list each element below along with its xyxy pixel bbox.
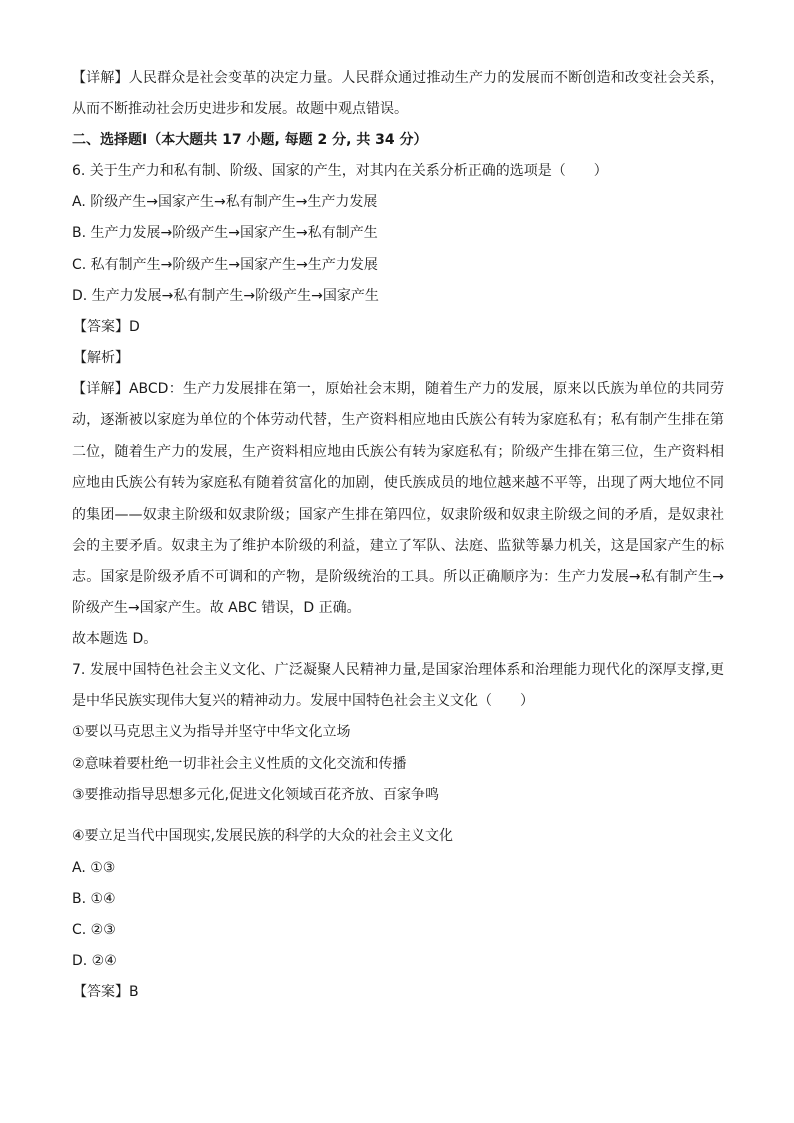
q7-stem-line-2: 是中华民族实现伟大复兴的精神动力。发展中国特色社会主义文化（ ） (72, 693, 534, 709)
q6-detail-line-5: 的集团——奴隶主阶级和奴隶阶级；国家产生排在第四位，奴隶阶级和奴隶主阶级之间的矛盾，是奴隶社 (72, 507, 724, 523)
q7-option-b: B. ①④ (72, 891, 116, 907)
q7-option-d: D. ②④ (72, 953, 117, 969)
q6-detail-line-3: 二位，随着生产力的发展，生产资料相应地由氏族公有转为家庭私有；阶级产生排在第三位，生产资料相 (72, 444, 724, 460)
q7-statement-2: ②意味着要杜绝一切非社会主义性质的文化交流和传播 (72, 756, 407, 772)
q7-statement-1: ①要以马克思主义为指导并坚守中华文化立场 (72, 724, 351, 740)
q7-stem-line-1: 7. 发展中国特色社会主义文化、广泛凝聚人民精神力量,是国家治理体系和治理能力现代化的深厚支撑,更 (72, 662, 724, 678)
q6-analysis-label: 【解析】 (73, 350, 129, 366)
q6-option-c: C. 私有制产生→阶级产生→国家产生→生产力发展 (72, 257, 378, 273)
q7-option-c: C. ②③ (72, 922, 116, 938)
q7-option-a: A. ①③ (72, 860, 116, 876)
q6-detail-line-1: 【详解】ABCD：生产力发展排在第一，原始社会末期，随着生产力的发展，原来以氏族为单位的共同劳 (72, 381, 724, 397)
q6-detail-line-2: 动，逐渐被以家庭为单位的个体劳动代替，生产资料相应地由氏族公有转为家庭私有；私有制产生排在第 (72, 412, 724, 428)
q7-statement-3: ③要推动指导思想多元化,促进文化领域百花齐放、百家争鸣 (72, 787, 439, 803)
prev-detail-line-1: 【详解】人民群众是社会变革的决定力量。人民群众通过推动生产力的发展而不断创造和改变社会关系， (72, 70, 724, 86)
q6-detail-line-8: 阶级产生→国家产生。故 ABC 错误，D 正确。 (72, 600, 361, 616)
q6-detail-line-6: 会的主要矛盾。奴隶主为了维护本阶级的利益，建立了军队、法庭、监狱等暴力机关，这是国家产生的标 (72, 538, 724, 554)
q6-answer: 【答案】D (73, 319, 140, 335)
section-heading: 二、选择题Ⅰ（本大题共 17 小题, 每题 2 分, 共 34 分） (72, 132, 428, 148)
q6-option-a: A. 阶级产生→国家产生→私有制产生→生产力发展 (72, 194, 378, 210)
q6-detail-line-7: 志。国家是阶级矛盾不可调和的产物，是阶级统治的工具。所以正确顺序为：生产力发展→私有制产生→ (72, 569, 724, 585)
q6-option-b: B. 生产力发展→阶级产生→国家产生→私有制产生 (72, 225, 378, 241)
q7-statement-4: ④要立足当代中国现实,发展民族的科学的大众的社会主义文化 (72, 828, 453, 844)
q6-stem: 6. 关于生产力和私有制、阶级、国家的产生，对其内在关系分析正确的选项是（ ） (72, 163, 608, 179)
q6-conclusion: 故本题选 D。 (72, 631, 158, 647)
q6-option-d: D. 生产力发展→私有制产生→阶级产生→国家产生 (72, 288, 379, 304)
prev-detail-line-2: 从而不断推动社会历史进步和发展。故题中观点错误。 (72, 101, 408, 117)
q6-detail-line-4: 应地由氏族公有转为家庭私有随着贫富化的加剧，使氏族成员的地位越来越不平等，出现了两大地位不同 (72, 475, 724, 491)
q7-answer: 【答案】B (73, 984, 139, 1000)
